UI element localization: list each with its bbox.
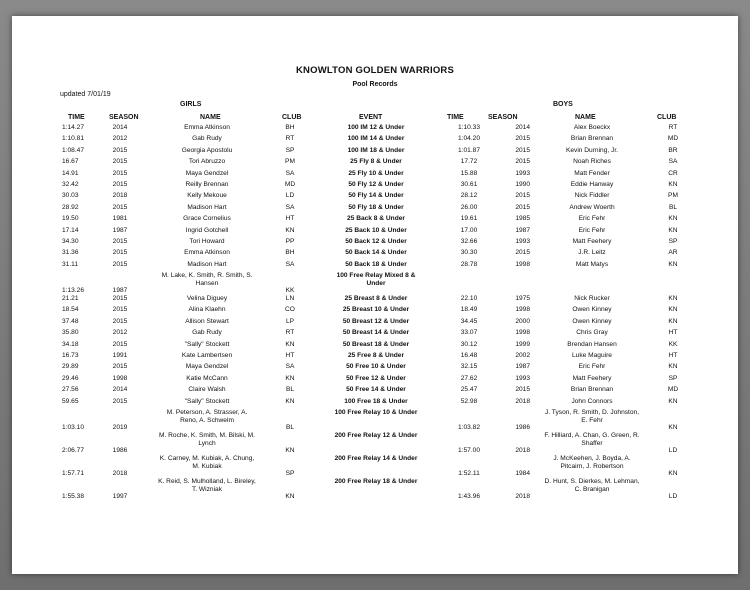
record-row xyxy=(62,215,692,226)
boys-club-cell: KN xyxy=(668,215,678,223)
boys-club-cell: LD xyxy=(668,447,678,455)
girls-time-cell: 59.65 xyxy=(62,397,79,405)
girls-name-cell: Madison Hart xyxy=(187,203,227,211)
girls-club-cell: KN xyxy=(285,226,295,234)
boys-season-cell: 2018 xyxy=(515,397,530,405)
record-row xyxy=(62,295,692,306)
girls-club-cell: SA xyxy=(285,169,295,177)
girls-club-cell: SA xyxy=(285,363,295,371)
boys-season-cell: 2015 xyxy=(515,203,530,211)
boys-season-cell: 1999 xyxy=(515,340,530,348)
girls-club-cell: KN xyxy=(285,340,295,348)
boys-club-cell: KK xyxy=(668,340,678,348)
girls-season-header: SEASON xyxy=(109,114,139,121)
girls-time-cell: 34.18 xyxy=(62,340,79,348)
boys-club-cell: KN xyxy=(668,424,678,432)
girls-season-cell: 2015 xyxy=(112,306,128,314)
boys-name-cell: F. Hilliard, A. Chan, G. Green, R. Shaffer xyxy=(544,431,640,447)
boys-season-header: SEASON xyxy=(488,114,518,121)
boys-name-header: NAME xyxy=(575,114,596,121)
girls-season-cell: 2015 xyxy=(112,249,128,257)
event-name-cell: 50 Fly 12 & Under xyxy=(348,180,404,188)
girls-time-cell: 29.89 xyxy=(62,363,79,371)
girls-season-cell: 1991 xyxy=(112,352,128,360)
boys-season-cell: 2015 xyxy=(515,249,530,257)
girls-name-cell: Maya Gendzel xyxy=(185,363,229,371)
boys-club-cell: MD xyxy=(667,386,679,394)
girls-club-cell: BH xyxy=(285,249,295,257)
boys-club-cell: KN xyxy=(668,180,678,188)
boys-season-cell: 1993 xyxy=(515,169,530,177)
girls-time-cell: 1:08.47 xyxy=(62,146,84,154)
boys-name-cell: Nick Fiddler xyxy=(574,192,610,200)
girls-club-cell: LD xyxy=(285,192,295,200)
girls-club-header: CLUB xyxy=(282,114,302,121)
boys-time-cell: 1:43.96 xyxy=(458,493,480,501)
boys-club-cell: HT xyxy=(668,352,678,360)
girls-name-cell: Kate Lambertsen xyxy=(181,352,233,360)
girls-club-cell: CO xyxy=(285,306,295,314)
girls-club-cell: SA xyxy=(285,203,295,211)
event-name-cell: 50 Free 12 & Under xyxy=(346,374,406,382)
event-name-cell: 25 Breast 10 & Under xyxy=(342,306,410,314)
girls-time-cell: 35.80 xyxy=(62,329,79,337)
event-name-cell: 25 Back 10 & Under xyxy=(345,226,407,234)
girls-name-cell: Reilly Brennan xyxy=(185,180,229,188)
boys-name-cell: J. Tyson, R. Smith, D. Johnston, E. Fehr xyxy=(544,408,640,424)
event-name-cell: 50 Back 12 & Under xyxy=(345,237,407,245)
boys-season-cell: 2015 xyxy=(515,135,530,143)
girls-name-header: NAME xyxy=(200,114,221,121)
boys-name-cell: Noah Riches xyxy=(573,158,611,166)
boys-club-cell: KN xyxy=(668,397,678,405)
girls-name-cell: M. Lake, K. Smith, R. Smith, S. Hansen xyxy=(161,272,253,287)
boys-name-cell: J. McKeehen, J. Boyda, A. Pitcairn, J. Robertson xyxy=(553,454,631,470)
boys-name-cell: Matt Feehery xyxy=(572,237,612,245)
girls-name-cell: Katie McCann xyxy=(186,374,228,382)
girls-name-cell: "Sally" Stockett xyxy=(184,340,230,348)
record-row xyxy=(62,432,692,455)
girls-name-cell: Tori Howard xyxy=(189,237,225,245)
boys-season-cell: 1986 xyxy=(515,424,530,432)
record-row xyxy=(62,227,692,238)
girls-time-cell: 16.67 xyxy=(62,158,79,166)
record-row xyxy=(62,272,692,295)
updated-date: updated 7/01/19 xyxy=(60,91,111,98)
record-row xyxy=(62,455,692,478)
record-row xyxy=(62,478,692,501)
boys-name-cell: Matt Matys xyxy=(575,260,609,268)
record-row xyxy=(62,147,692,158)
girls-time-cell: 14.91 xyxy=(62,169,79,177)
boys-name-cell: D. Hunt, S. Dierkes, M. Lehman, C. Branigan xyxy=(544,477,640,493)
girls-season-cell: 2015 xyxy=(112,237,128,245)
boys-season-cell xyxy=(492,272,530,295)
record-row xyxy=(62,375,692,386)
girls-season-cell: 2015 xyxy=(112,295,128,303)
boys-name-cell: Owen Kinney xyxy=(572,306,612,314)
girls-time-cell: 30.03 xyxy=(62,192,79,200)
record-row xyxy=(62,181,692,192)
record-row xyxy=(62,409,692,432)
document-subtitle: Pool Records xyxy=(352,81,398,88)
boys-time-cell: 34.45 xyxy=(460,317,478,325)
girls-time-cell: 18.54 xyxy=(62,306,79,314)
girls-time-cell: 1:03.10 xyxy=(62,424,84,432)
girls-club-cell: BH xyxy=(285,124,295,131)
girls-season-cell: 2012 xyxy=(112,135,128,143)
event-name-cell: 50 Free 14 & Under xyxy=(346,386,406,394)
boys-time-cell: 28.12 xyxy=(460,192,478,200)
girls-time-cell: 1:55.38 xyxy=(62,493,84,501)
record-row xyxy=(62,352,692,363)
event-name-cell: 25 Free 8 & Under xyxy=(347,352,405,360)
record-row xyxy=(62,158,692,169)
record-row xyxy=(62,124,692,135)
girls-name-cell: Madison Hart xyxy=(187,260,227,268)
event-name-cell: 50 Breast 14 & Under xyxy=(342,329,410,337)
boys-time-cell: 25.47 xyxy=(460,386,478,394)
girls-club-cell: LN xyxy=(285,295,295,303)
girls-time-cell: 28.92 xyxy=(62,203,79,211)
boys-club-cell: AR xyxy=(668,249,678,257)
record-row xyxy=(62,261,692,272)
boys-name-cell: Owen Kinney xyxy=(572,317,612,325)
boys-club-cell: KN xyxy=(668,260,678,268)
girls-club-cell: PM xyxy=(285,158,295,166)
record-row xyxy=(62,192,692,203)
girls-name-cell: M. Peterson, A. Strasser, A. Reno, A. Schwelm xyxy=(166,408,248,424)
girls-season-cell: 2015 xyxy=(112,203,128,211)
boys-name-cell: Eric Fehr xyxy=(578,226,606,234)
girls-club-cell: KN xyxy=(285,447,295,455)
girls-season-cell: 2015 xyxy=(112,180,128,188)
records-table xyxy=(62,124,692,501)
boys-time-cell: 32.15 xyxy=(460,363,478,371)
boys-club-cell: SP xyxy=(668,237,678,245)
boys-time-cell: 33.07 xyxy=(460,329,478,337)
boys-club-cell: PM xyxy=(668,192,678,200)
record-row xyxy=(62,386,692,397)
boys-name-cell: Matt Feehery xyxy=(572,374,612,382)
girls-name-cell: "Sally" Stockett xyxy=(184,397,230,405)
girls-season-cell: 2014 xyxy=(112,386,128,394)
girls-season-cell: 1987 xyxy=(112,287,128,295)
boys-time-cell: 30.30 xyxy=(460,249,478,257)
girls-club-cell: KK xyxy=(285,287,295,295)
girls-heading: GIRLS xyxy=(180,101,202,108)
record-row xyxy=(62,135,692,146)
boys-heading: BOYS xyxy=(553,101,573,108)
girls-season-cell: 2014 xyxy=(112,124,128,131)
boys-season-cell: 1985 xyxy=(515,215,530,223)
girls-time-cell: 17.14 xyxy=(62,226,79,234)
event-name-cell: 25 Breast 8 & Under xyxy=(344,295,408,303)
girls-name-cell: Grace Cornelius xyxy=(183,215,231,223)
girls-time-cell: 1:14.27 xyxy=(62,124,84,131)
girls-club-cell: RT xyxy=(285,329,295,337)
girls-name-cell: Gab Rudy xyxy=(192,329,222,337)
girls-season-cell: 2015 xyxy=(112,397,128,405)
boys-club-cell: KN xyxy=(668,363,678,371)
boys-season-cell: 1993 xyxy=(515,237,530,245)
document-title: KNOWLTON GOLDEN WARRIORS xyxy=(295,65,455,76)
girls-season-cell: 2019 xyxy=(112,424,128,432)
girls-time-cell: 37.48 xyxy=(62,317,79,325)
boys-season-cell: 1975 xyxy=(515,295,530,303)
girls-club-cell: BL xyxy=(285,386,295,394)
boys-time-cell: 30.61 xyxy=(460,180,478,188)
event-name-cell: 25 Fly 10 & Under xyxy=(348,169,404,177)
boys-time-header: TIME xyxy=(447,114,464,121)
record-row xyxy=(62,170,692,181)
girls-club-cell: SA xyxy=(285,260,295,268)
boys-season-cell: 2018 xyxy=(515,447,530,455)
boys-club-cell: MD xyxy=(667,135,679,143)
girls-season-cell: 2015 xyxy=(112,260,128,268)
record-row xyxy=(62,204,692,215)
boys-time-cell: 1:52.11 xyxy=(458,470,480,478)
girls-club-cell: KN xyxy=(285,374,295,382)
girls-name-cell: Tori Abruzzo xyxy=(188,158,226,166)
boys-name-cell: Brendan Hansen xyxy=(567,340,617,348)
boys-season-cell: 2015 xyxy=(515,386,530,394)
event-name-cell: 100 Free Relay 10 & Under xyxy=(334,408,418,416)
girls-season-cell: 1986 xyxy=(112,447,128,455)
boys-time-cell: 15.88 xyxy=(460,169,478,177)
boys-season-cell: 1993 xyxy=(515,374,530,382)
girls-time-header: TIME xyxy=(68,114,85,121)
boys-time-cell: 26.00 xyxy=(460,203,478,211)
boys-season-cell: 1998 xyxy=(515,306,530,314)
event-name-cell: 100 IM 18 & Under xyxy=(347,146,405,154)
girls-name-cell: Allison Stewart xyxy=(185,317,229,325)
boys-time-cell: 1:04.20 xyxy=(458,135,480,143)
record-row xyxy=(62,306,692,317)
boys-time-cell: 16.48 xyxy=(460,352,478,360)
boys-club-cell: KN xyxy=(668,470,678,478)
girls-name-cell: Kelly Mekoue xyxy=(187,192,227,200)
boys-club-cell: HT xyxy=(668,329,678,337)
girls-name-cell: Velina Diguey xyxy=(186,295,228,303)
girls-time-cell: 31.11 xyxy=(62,260,79,268)
boys-club-cell: SA xyxy=(668,158,678,166)
boys-name-cell: Andrew Woerth xyxy=(569,203,615,211)
boys-time-cell: 30.12 xyxy=(460,340,478,348)
boys-time-cell: 18.49 xyxy=(460,306,478,314)
girls-club-cell: RT xyxy=(285,135,295,143)
boys-name-cell: J.R. Leitz xyxy=(578,249,606,257)
boys-club-cell: LD xyxy=(668,493,678,501)
girls-season-cell: 1998 xyxy=(112,374,128,382)
boys-name-cell: Eddie Hanway xyxy=(570,180,614,188)
event-name-cell: 50 Back 14 & Under xyxy=(345,249,407,257)
girls-club-cell: LP xyxy=(285,317,295,325)
boys-name-cell: Kevin Durning, Jr. xyxy=(565,146,619,154)
boys-time-cell: 19.61 xyxy=(460,215,478,223)
event-name-cell: 25 Fly 8 & Under xyxy=(350,158,402,166)
event-name-cell: 50 Breast 18 & Under xyxy=(342,340,410,348)
boys-name-cell: Luke Maguire xyxy=(572,352,612,360)
boys-club-cell xyxy=(654,272,692,295)
girls-season-cell: 2015 xyxy=(112,169,128,177)
boys-time-cell: 28.78 xyxy=(460,260,478,268)
boys-season-cell: 1998 xyxy=(515,329,530,337)
event-name-cell: 50 Free 10 & Under xyxy=(346,363,406,371)
boys-name-cell: Nick Rucker xyxy=(574,295,610,303)
event-name-cell: 50 Back 18 & Under xyxy=(345,260,407,268)
boys-time-cell: 22.10 xyxy=(460,295,478,303)
girls-season-cell: 2018 xyxy=(112,192,128,200)
boys-season-cell: 1987 xyxy=(515,363,530,371)
girls-time-cell: 2:06.77 xyxy=(62,447,84,455)
girls-time-cell: 34.30 xyxy=(62,237,79,245)
boys-time-cell: 27.62 xyxy=(460,374,478,382)
record-row xyxy=(62,341,692,352)
boys-club-cell: SP xyxy=(668,374,678,382)
girls-time-cell: 29.46 xyxy=(62,374,79,382)
girls-club-cell: MD xyxy=(284,180,296,188)
girls-club-cell: PP xyxy=(285,237,295,245)
boys-name-cell: Chris Gray xyxy=(576,329,608,337)
event-name-cell: 100 IM 14 & Under xyxy=(347,135,405,143)
girls-time-cell: 19.50 xyxy=(62,215,79,223)
girls-season-cell: 2015 xyxy=(112,363,128,371)
boys-season-cell: 2015 xyxy=(515,192,530,200)
record-row xyxy=(62,238,692,249)
boys-season-cell: 1998 xyxy=(515,260,530,268)
event-name-cell: 100 Free 18 & Under xyxy=(344,397,408,405)
girls-season-cell: 2018 xyxy=(112,470,128,478)
boys-club-cell: KN xyxy=(668,306,678,314)
boys-name-cell: Alex Boeckx xyxy=(573,124,611,131)
boys-time-cell: 32.66 xyxy=(460,237,478,245)
boys-club-cell: BL xyxy=(668,203,678,211)
girls-name-cell: Georgia Apostolu xyxy=(181,146,233,154)
boys-season-cell: 2014 xyxy=(515,124,530,131)
boys-season-cell: 2002 xyxy=(515,352,530,360)
boys-time-cell: 1:03.82 xyxy=(458,424,480,432)
boys-season-cell: 1984 xyxy=(515,470,530,478)
record-row xyxy=(62,363,692,374)
event-name-cell: 50 Fly 14 & Under xyxy=(348,192,404,200)
boys-name-cell: Brian Brennan xyxy=(570,386,614,394)
boys-time-cell xyxy=(446,272,492,295)
boys-name-cell xyxy=(530,272,654,295)
boys-club-cell: CR xyxy=(668,169,678,177)
record-row xyxy=(62,329,692,340)
boys-time-cell: 1:10.33 xyxy=(458,124,480,131)
girls-time-cell: 1:57.71 xyxy=(62,470,84,478)
boys-season-cell: 1990 xyxy=(515,180,530,188)
girls-time-cell: 16.73 xyxy=(62,352,79,360)
girls-time-cell: 31.36 xyxy=(62,249,79,257)
boys-club-cell: KN xyxy=(668,317,678,325)
boys-name-cell: Eric Fehr xyxy=(578,363,606,371)
girls-time-cell: 27.56 xyxy=(62,386,79,394)
record-row xyxy=(62,249,692,260)
records-body xyxy=(62,124,692,501)
girls-name-cell: Alina Klaehn xyxy=(188,306,226,314)
boys-time-cell: 17.72 xyxy=(460,158,478,166)
girls-time-cell: 1:13.26 xyxy=(62,287,84,295)
girls-season-cell: 2015 xyxy=(112,317,128,325)
girls-name-cell: Emma Atkinson xyxy=(184,124,230,131)
girls-club-cell: BL xyxy=(285,424,295,432)
girls-season-cell: 2015 xyxy=(112,146,128,154)
event-name-cell: 50 Fly 18 & Under xyxy=(348,203,404,211)
boys-season-cell: 2018 xyxy=(515,493,530,501)
girls-name-cell: M. Roche, K. Smith, M. Bilski, M. Lynch xyxy=(159,431,255,447)
event-name-cell: 200 Free Relay 12 & Under xyxy=(334,431,418,439)
boys-season-cell: 2000 xyxy=(515,317,530,325)
boys-season-cell: 1987 xyxy=(515,226,530,234)
girls-time-cell: 32.42 xyxy=(62,180,79,188)
records-document xyxy=(12,16,738,574)
event-name-cell: 25 Back 8 & Under xyxy=(347,215,405,223)
girls-name-cell: Ingrid Gotchell xyxy=(185,226,229,234)
boys-time-cell: 17.00 xyxy=(460,226,478,234)
boys-name-cell: Brian Brennan xyxy=(570,135,614,143)
event-name-cell: 100 Free Relay Mixed 8 & Under xyxy=(336,272,416,287)
boys-club-cell: RT xyxy=(668,124,678,131)
event-name-cell: 200 Free Relay 14 & Under xyxy=(334,454,418,462)
girls-season-cell: 2015 xyxy=(112,340,128,348)
record-row xyxy=(62,318,692,329)
boys-name-cell: Matt Fender xyxy=(574,169,610,177)
girls-name-cell: Gab Rudy xyxy=(192,135,222,143)
boys-season-cell: 2015 xyxy=(515,158,530,166)
boys-name-cell: Eric Fehr xyxy=(578,215,606,223)
girls-club-cell: SP xyxy=(285,470,295,478)
girls-club-cell: KN xyxy=(285,397,295,405)
event-name-cell: 50 Breast 12 & Under xyxy=(342,317,410,325)
event-name-cell: 200 Free Relay 18 & Under xyxy=(334,477,418,485)
boys-club-cell: KN xyxy=(668,226,678,234)
boys-season-cell: 2015 xyxy=(515,146,530,154)
girls-time-cell: 21.21 xyxy=(62,295,79,303)
girls-name-cell: Emma Atkinson xyxy=(184,249,230,257)
girls-name-cell: K. Reid, S. Mulholland, L. Bireley, T. Wizniak xyxy=(158,477,256,493)
boys-club-cell: KN xyxy=(668,295,678,303)
girls-name-cell: Claire Walsh xyxy=(188,386,226,394)
girls-name-cell: K. Carney, M. Kubiak, A. Chung, M. Kubiak xyxy=(159,454,255,470)
girls-season-cell: 2015 xyxy=(112,158,128,166)
girls-club-cell: HT xyxy=(285,352,295,360)
boys-time-cell: 1:01.87 xyxy=(458,146,480,154)
girls-club-cell: SP xyxy=(285,146,295,154)
event-name-cell: 100 IM 12 & Under xyxy=(347,124,405,131)
girls-club-cell: HT xyxy=(285,215,295,223)
record-row xyxy=(62,398,692,409)
girls-season-cell: 1981 xyxy=(112,215,128,223)
girls-club-cell: KN xyxy=(285,493,295,501)
event-header: EVENT xyxy=(359,114,383,121)
boys-club-header: CLUB xyxy=(657,114,677,121)
boys-time-cell: 1:57.00 xyxy=(458,447,480,455)
girls-season-cell: 1987 xyxy=(112,226,128,234)
girls-name-cell: Maya Gendzel xyxy=(185,169,229,177)
girls-season-cell: 2012 xyxy=(112,329,128,337)
girls-season-cell: 1997 xyxy=(112,493,128,501)
girls-time-cell: 1:10.81 xyxy=(62,135,84,143)
boys-club-cell: BR xyxy=(668,146,678,154)
boys-name-cell: John Connors xyxy=(571,397,613,405)
boys-time-cell: 52.98 xyxy=(460,397,478,405)
